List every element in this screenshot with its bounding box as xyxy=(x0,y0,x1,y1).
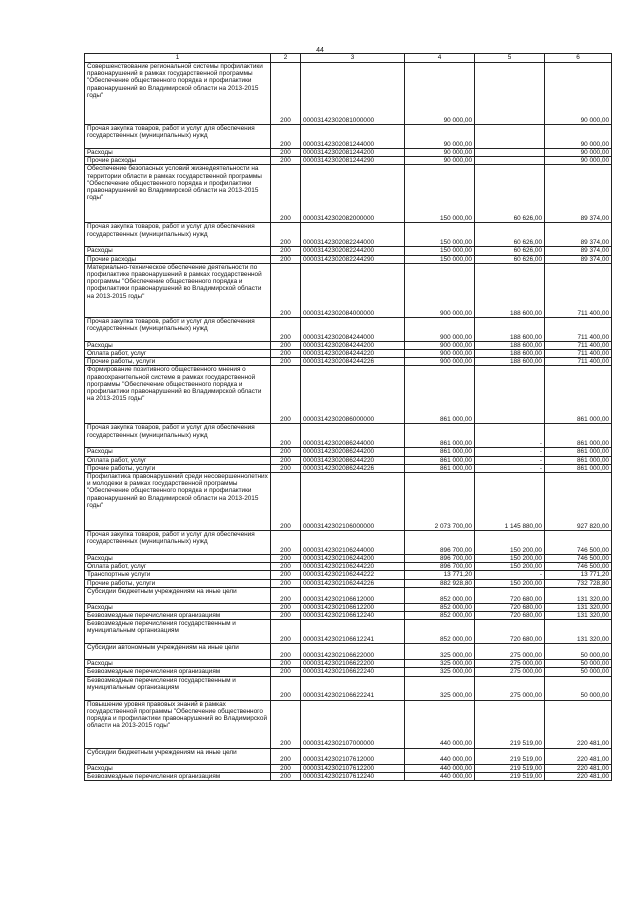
row-name-cell: Оплата работ, услуг xyxy=(85,563,271,571)
table-row xyxy=(85,676,612,700)
amount-executed-cell: 60 626,00 xyxy=(475,247,545,255)
budget-code-cell: 00003142302106612241 xyxy=(301,620,405,644)
budget-code-cell: 00003142302106622240 xyxy=(301,668,405,676)
amount-remaining-cell: 711 400,00 xyxy=(545,263,612,317)
amount-approved-cell: 882 928,80 xyxy=(405,579,475,587)
row-name-cell: Расходы xyxy=(85,603,271,611)
row-name-cell: Субсидии бюджетным учреждениям на иные цели xyxy=(85,587,271,603)
column-header: 4 xyxy=(405,54,475,63)
budget-code-cell: 00003142302086244226 xyxy=(301,464,405,472)
row-code-cell: 200 xyxy=(271,676,301,700)
budget-code-cell: 00003142302082244000 xyxy=(301,223,405,247)
amount-executed-cell: 219 519,00 xyxy=(475,748,545,764)
amount-remaining-cell: 220 481,00 xyxy=(545,772,612,780)
row-code-cell: 200 xyxy=(271,660,301,668)
amount-executed-cell: 1 145 880,00 xyxy=(475,473,545,531)
table-row xyxy=(85,165,612,223)
row-name-cell: Безвозмездные перечисления организациям xyxy=(85,668,271,676)
table-row xyxy=(85,317,612,341)
row-name-cell: Материально-техническое обеспечение деятельности по профилактике правонарушений в рамках государственной программы "Обеспечение общественного порядка и профилактики правонарушений во Владимирской области на 2013-2015 годы" xyxy=(85,263,271,317)
row-name-cell: Профилактика правонарушений среди несовершеннолетних и молодежи в рамках государственной программы "Обеспечение общественного порядка и профилактики правонарушений во Владимирской области на 2013-2015 годы" xyxy=(85,473,271,531)
table-row xyxy=(85,223,612,247)
amount-remaining-cell: 89 374,00 xyxy=(545,247,612,255)
amount-executed-cell xyxy=(475,157,545,165)
row-code-cell: 200 xyxy=(271,531,301,555)
budget-table xyxy=(84,53,612,781)
amount-approved-cell: 852 000,00 xyxy=(405,620,475,644)
amount-approved-cell: 852 000,00 xyxy=(405,603,475,611)
amount-remaining-cell: 220 481,00 xyxy=(545,764,612,772)
budget-code-cell: 00003142302086244220 xyxy=(301,456,405,464)
budget-code-cell: 00003142302106244226 xyxy=(301,579,405,587)
row-name-cell: Прочая закупка товаров, работ и услуг для обеспечения государственных (муниципальных) нужд xyxy=(85,424,271,448)
amount-remaining-cell: 220 481,00 xyxy=(545,748,612,764)
row-code-cell: 200 xyxy=(271,157,301,165)
row-code-cell: 200 xyxy=(271,255,301,263)
budget-code-cell: 00003142302106244220 xyxy=(301,563,405,571)
row-code-cell: 200 xyxy=(271,700,301,748)
amount-remaining-cell: 13 771,20 xyxy=(545,571,612,579)
amount-approved-cell: 852 000,00 xyxy=(405,587,475,603)
amount-remaining-cell: 711 400,00 xyxy=(545,358,612,366)
table-row xyxy=(85,571,612,579)
row-code-cell: 200 xyxy=(271,612,301,620)
row-code-cell: 200 xyxy=(271,247,301,255)
page-number: 44 xyxy=(316,47,324,54)
budget-code-cell: 00003142302106612240 xyxy=(301,612,405,620)
amount-executed-cell: 275 000,00 xyxy=(475,660,545,668)
amount-remaining-cell: 89 374,00 xyxy=(545,223,612,247)
amount-remaining-cell: 131 320,00 xyxy=(545,620,612,644)
table-row xyxy=(85,125,612,149)
row-code-cell: 200 xyxy=(271,563,301,571)
amount-executed-cell: 150 200,00 xyxy=(475,531,545,555)
row-name-cell: Прочие расходы xyxy=(85,157,271,165)
table-row xyxy=(85,579,612,587)
amount-executed-cell: - xyxy=(475,424,545,448)
amount-remaining-cell: 131 320,00 xyxy=(545,603,612,611)
row-code-cell: 200 xyxy=(271,644,301,660)
row-name-cell: Прочие работы, услуги xyxy=(85,358,271,366)
amount-approved-cell: 900 000,00 xyxy=(405,341,475,349)
budget-code-cell: 00003142302086000000 xyxy=(301,366,405,424)
amount-remaining-cell: 927 820,00 xyxy=(545,473,612,531)
table-row xyxy=(85,448,612,456)
row-name-cell: Обеспечение безопасных условий жизнедеятельности на территории области в рамках государственной программы "Обеспечение общественного порядка и профилактики правонарушений во Владимирской области на 2013-2015 годы" xyxy=(85,165,271,223)
table-row xyxy=(85,764,612,772)
amount-remaining-cell: 89 374,00 xyxy=(545,255,612,263)
amount-executed-cell: 188 600,00 xyxy=(475,358,545,366)
column-header: 3 xyxy=(301,54,405,63)
amount-approved-cell: 325 000,00 xyxy=(405,668,475,676)
budget-code-cell: 00003142302084244000 xyxy=(301,317,405,341)
row-code-cell: 200 xyxy=(271,263,301,317)
row-code-cell: 200 xyxy=(271,223,301,247)
budget-code-cell: 00003142302106612000 xyxy=(301,587,405,603)
amount-remaining-cell: 89 374,00 xyxy=(545,165,612,223)
amount-executed-cell: 150 200,00 xyxy=(475,555,545,563)
row-name-cell: Субсидии автономным учреждениям на иные цели xyxy=(85,644,271,660)
row-code-cell: 200 xyxy=(271,424,301,448)
amount-approved-cell: 896 700,00 xyxy=(405,531,475,555)
amount-remaining-cell: 746 500,00 xyxy=(545,531,612,555)
table-row xyxy=(85,456,612,464)
row-code-cell: 200 xyxy=(271,125,301,149)
amount-remaining-cell: 90 000,00 xyxy=(545,157,612,165)
table-row xyxy=(85,620,612,644)
amount-remaining-cell: 90 000,00 xyxy=(545,125,612,149)
amount-approved-cell: 896 700,00 xyxy=(405,563,475,571)
column-header: 5 xyxy=(475,54,545,63)
budget-code-cell: 00003142302106622200 xyxy=(301,660,405,668)
amount-approved-cell: 440 000,00 xyxy=(405,700,475,748)
budget-code-cell: 00003142302107612200 xyxy=(301,764,405,772)
table-row xyxy=(85,473,612,531)
row-code-cell: 200 xyxy=(271,317,301,341)
amount-approved-cell: 90 000,00 xyxy=(405,125,475,149)
table-row xyxy=(85,660,612,668)
amount-remaining-cell: 90 000,00 xyxy=(545,63,612,125)
amount-executed-cell: - xyxy=(475,571,545,579)
row-name-cell: Прочие расходы xyxy=(85,255,271,263)
amount-approved-cell: 896 700,00 xyxy=(405,555,475,563)
row-code-cell: 200 xyxy=(271,748,301,764)
budget-code-cell: 00003142302106244222 xyxy=(301,571,405,579)
amount-remaining-cell: 50 000,00 xyxy=(545,668,612,676)
amount-remaining-cell: 50 000,00 xyxy=(545,660,612,668)
table-row xyxy=(85,63,612,125)
budget-code-cell: 00003142302106622241 xyxy=(301,676,405,700)
budget-code-cell: 00003142302084000000 xyxy=(301,263,405,317)
amount-approved-cell: 852 000,00 xyxy=(405,612,475,620)
table-row xyxy=(85,603,612,611)
amount-remaining-cell: 732 728,80 xyxy=(545,579,612,587)
table-row xyxy=(85,255,612,263)
row-name-cell: Расходы xyxy=(85,149,271,157)
amount-approved-cell: 13 771,20 xyxy=(405,571,475,579)
amount-approved-cell: 90 000,00 xyxy=(405,63,475,125)
budget-code-cell: 00003142302084244200 xyxy=(301,341,405,349)
budget-code-cell: 00003142302086244000 xyxy=(301,424,405,448)
table-row xyxy=(85,700,612,748)
table-row xyxy=(85,263,612,317)
amount-approved-cell: 325 000,00 xyxy=(405,644,475,660)
row-code-cell: 200 xyxy=(271,341,301,349)
row-code-cell: 200 xyxy=(271,358,301,366)
amount-remaining-cell: 131 320,00 xyxy=(545,587,612,603)
table-body xyxy=(85,54,612,781)
row-code-cell: 200 xyxy=(271,668,301,676)
amount-approved-cell: 861 000,00 xyxy=(405,456,475,464)
amount-executed-cell: 60 626,00 xyxy=(475,165,545,223)
table-row xyxy=(85,668,612,676)
row-code-cell: 200 xyxy=(271,63,301,125)
amount-executed-cell xyxy=(475,125,545,149)
budget-code-cell: 00003142302082244200 xyxy=(301,247,405,255)
amount-remaining-cell: 711 400,00 xyxy=(545,317,612,341)
row-code-cell: 200 xyxy=(271,764,301,772)
amount-executed-cell: - xyxy=(475,456,545,464)
row-name-cell: Расходы xyxy=(85,764,271,772)
row-name-cell: Расходы xyxy=(85,555,271,563)
table-row xyxy=(85,341,612,349)
amount-approved-cell: 150 000,00 xyxy=(405,165,475,223)
budget-code-cell: 00003142302106244000 xyxy=(301,531,405,555)
table-row xyxy=(85,247,612,255)
amount-approved-cell: 861 000,00 xyxy=(405,464,475,472)
amount-executed-cell: 275 000,00 xyxy=(475,668,545,676)
table-row xyxy=(85,464,612,472)
budget-code-cell: 00003142302084244226 xyxy=(301,358,405,366)
budget-code-cell: 00003142302107000000 xyxy=(301,700,405,748)
amount-executed-cell: 720 680,00 xyxy=(475,620,545,644)
budget-code-cell: 00003142302106244200 xyxy=(301,555,405,563)
amount-executed-cell xyxy=(475,366,545,424)
row-code-cell: 200 xyxy=(271,620,301,644)
row-code-cell: 200 xyxy=(271,448,301,456)
table-row xyxy=(85,772,612,780)
amount-executed-cell: 219 519,00 xyxy=(475,700,545,748)
table-row xyxy=(85,424,612,448)
amount-approved-cell: 440 000,00 xyxy=(405,772,475,780)
budget-code-cell: 00003142302107612240 xyxy=(301,772,405,780)
row-name-cell: Прочие работы, услуги xyxy=(85,464,271,472)
amount-approved-cell: 90 000,00 xyxy=(405,157,475,165)
column-header: 2 xyxy=(271,54,301,63)
budget-code-cell: 00003142302106000000 xyxy=(301,473,405,531)
table-row xyxy=(85,531,612,555)
budget-code-cell: 00003142302081244000 xyxy=(301,125,405,149)
row-name-cell: Расходы xyxy=(85,247,271,255)
amount-remaining-cell: 711 400,00 xyxy=(545,341,612,349)
amount-executed-cell: 720 680,00 xyxy=(475,612,545,620)
amount-executed-cell: 219 519,00 xyxy=(475,764,545,772)
table-row xyxy=(85,748,612,764)
amount-executed-cell: 720 680,00 xyxy=(475,587,545,603)
table-row xyxy=(85,555,612,563)
row-name-cell: Расходы xyxy=(85,660,271,668)
amount-executed-cell: - xyxy=(475,448,545,456)
amount-approved-cell: 440 000,00 xyxy=(405,764,475,772)
table-row xyxy=(85,157,612,165)
amount-approved-cell: 900 000,00 xyxy=(405,263,475,317)
table-row xyxy=(85,563,612,571)
table-row xyxy=(85,149,612,157)
amount-remaining-cell: 861 000,00 xyxy=(545,448,612,456)
amount-executed-cell: 60 626,00 xyxy=(475,255,545,263)
row-name-cell: Оплата работ, услуг xyxy=(85,350,271,358)
row-code-cell: 200 xyxy=(271,464,301,472)
amount-approved-cell: 861 000,00 xyxy=(405,448,475,456)
amount-remaining-cell: 50 000,00 xyxy=(545,676,612,700)
row-code-cell: 200 xyxy=(271,587,301,603)
amount-approved-cell: 150 000,00 xyxy=(405,223,475,247)
amount-executed-cell: 60 626,00 xyxy=(475,223,545,247)
budget-code-cell: 00003142302082244290 xyxy=(301,255,405,263)
budget-code-cell: 00003142302082000000 xyxy=(301,165,405,223)
table-row xyxy=(85,612,612,620)
row-code-cell: 200 xyxy=(271,473,301,531)
row-name-cell: Повышение уровня правовых знаний в рамках государственной программы "Обеспечение общественного порядка и профилактики правонарушений во Владимирской области на 2013-2015 годы" xyxy=(85,700,271,748)
amount-remaining-cell: 861 000,00 xyxy=(545,456,612,464)
amount-approved-cell: 900 000,00 xyxy=(405,358,475,366)
amount-executed-cell: 150 200,00 xyxy=(475,579,545,587)
amount-approved-cell: 861 000,00 xyxy=(405,366,475,424)
amount-remaining-cell: 746 500,00 xyxy=(545,563,612,571)
budget-code-cell: 00003142302106622000 xyxy=(301,644,405,660)
amount-approved-cell: 150 000,00 xyxy=(405,247,475,255)
row-code-cell: 200 xyxy=(271,165,301,223)
row-name-cell: Прочая закупка товаров, работ и услуг для обеспечения государственных (муниципальных) нужд xyxy=(85,317,271,341)
row-name-cell: Формирование позитивного общественного мнения о правоохранительной системе в рамках государственной программы "Обеспечение общественного порядка и профилактики правонарушений во Владимирской области на 2013-2015 годы" xyxy=(85,366,271,424)
row-name-cell: Оплата работ, услуг xyxy=(85,456,271,464)
budget-code-cell: 00003142302081000000 xyxy=(301,63,405,125)
table-row xyxy=(85,644,612,660)
column-header: 1 xyxy=(85,54,271,63)
table-row xyxy=(85,350,612,358)
amount-executed-cell: - xyxy=(475,464,545,472)
budget-code-cell: 00003142302086244200 xyxy=(301,448,405,456)
amount-executed-cell: 219 519,00 xyxy=(475,772,545,780)
amount-executed-cell xyxy=(475,63,545,125)
amount-executed-cell: 188 600,00 xyxy=(475,350,545,358)
row-code-cell: 200 xyxy=(271,571,301,579)
budget-code-cell: 00003142302084244220 xyxy=(301,350,405,358)
amount-remaining-cell: 861 000,00 xyxy=(545,366,612,424)
row-code-cell: 200 xyxy=(271,366,301,424)
amount-approved-cell: 325 000,00 xyxy=(405,660,475,668)
row-name-cell: Прочая закупка товаров, работ и услуг для обеспечения государственных (муниципальных) нужд xyxy=(85,531,271,555)
row-name-cell: Совершенствование региональной системы профилактики правонарушений в рамках государственной программы "Обеспечение общественного порядка и профилактики правонарушений во Владимирской области на 2013-2015 годы" xyxy=(85,63,271,125)
row-name-cell: Прочая закупка товаров, работ и услуг для обеспечения государственных (муниципальных) нужд xyxy=(85,223,271,247)
amount-approved-cell: 150 000,00 xyxy=(405,255,475,263)
amount-remaining-cell: 861 000,00 xyxy=(545,464,612,472)
amount-remaining-cell: 220 481,00 xyxy=(545,700,612,748)
row-name-cell: Прочие работы, услуги xyxy=(85,579,271,587)
row-code-cell: 200 xyxy=(271,456,301,464)
amount-executed-cell: 720 680,00 xyxy=(475,603,545,611)
row-name-cell: Расходы xyxy=(85,448,271,456)
header-row xyxy=(85,54,612,63)
amount-executed-cell: 150 200,00 xyxy=(475,563,545,571)
amount-remaining-cell: 746 500,00 xyxy=(545,555,612,563)
amount-remaining-cell: 861 000,00 xyxy=(545,424,612,448)
row-code-cell: 200 xyxy=(271,149,301,157)
table-row xyxy=(85,366,612,424)
row-code-cell: 200 xyxy=(271,579,301,587)
amount-approved-cell: 440 000,00 xyxy=(405,748,475,764)
amount-remaining-cell: 131 320,00 xyxy=(545,612,612,620)
amount-approved-cell: 325 000,00 xyxy=(405,676,475,700)
amount-executed-cell: 188 600,00 xyxy=(475,263,545,317)
amount-executed-cell: 188 600,00 xyxy=(475,317,545,341)
amount-remaining-cell: 90 000,00 xyxy=(545,149,612,157)
table-row xyxy=(85,358,612,366)
amount-approved-cell: 900 000,00 xyxy=(405,317,475,341)
amount-executed-cell xyxy=(475,149,545,157)
amount-executed-cell: 275 000,00 xyxy=(475,644,545,660)
row-name-cell: Транспортные услуги xyxy=(85,571,271,579)
row-name-cell: Безвозмездные перечисления организациям xyxy=(85,772,271,780)
budget-code-cell: 00003142302106612200 xyxy=(301,603,405,611)
amount-executed-cell: 188 600,00 xyxy=(475,341,545,349)
row-code-cell: 200 xyxy=(271,555,301,563)
amount-approved-cell: 2 073 700,00 xyxy=(405,473,475,531)
amount-executed-cell: 275 000,00 xyxy=(475,676,545,700)
row-code-cell: 200 xyxy=(271,350,301,358)
budget-code-cell: 00003142302107612000 xyxy=(301,748,405,764)
table-row xyxy=(85,587,612,603)
row-name-cell: Безвозмездные перечисления организациям xyxy=(85,612,271,620)
amount-remaining-cell: 50 000,00 xyxy=(545,644,612,660)
amount-approved-cell: 900 000,00 xyxy=(405,350,475,358)
row-name-cell: Прочая закупка товаров, работ и услуг для обеспечения государственных (муниципальных) нужд xyxy=(85,125,271,149)
budget-code-cell: 00003142302081244290 xyxy=(301,157,405,165)
row-name-cell: Расходы xyxy=(85,341,271,349)
amount-approved-cell: 90 000,00 xyxy=(405,149,475,157)
row-name-cell: Субсидии бюджетным учреждениям на иные цели xyxy=(85,748,271,764)
amount-remaining-cell: 711 400,00 xyxy=(545,350,612,358)
amount-approved-cell: 861 000,00 xyxy=(405,424,475,448)
row-name-cell: Безвозмездные перечисления государственным и муниципальным организациям xyxy=(85,676,271,700)
row-code-cell: 200 xyxy=(271,772,301,780)
row-code-cell: 200 xyxy=(271,603,301,611)
budget-code-cell: 00003142302081244200 xyxy=(301,149,405,157)
row-name-cell: Безвозмездные перечисления государственным и муниципальным организациям xyxy=(85,620,271,644)
column-header: 6 xyxy=(545,54,612,63)
